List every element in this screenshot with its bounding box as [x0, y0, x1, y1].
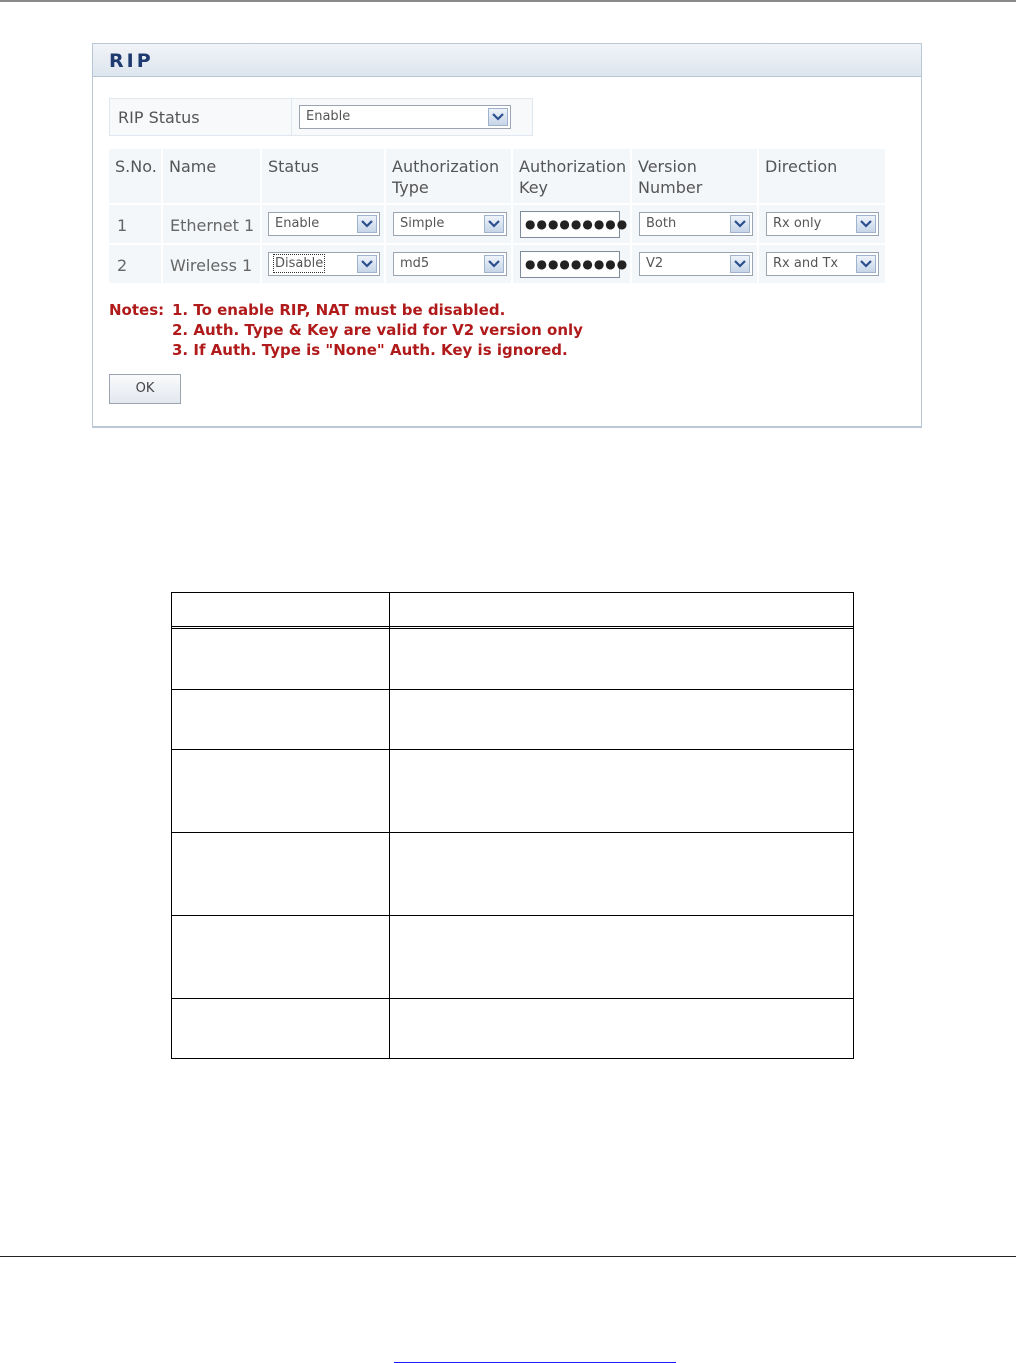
row2-sno: 2	[117, 256, 128, 275]
row2-auth-type-select[interactable]	[393, 252, 507, 276]
rip-status-label: RIP Status	[118, 108, 200, 127]
row-divider	[172, 832, 853, 833]
chevron-down-icon	[856, 215, 876, 233]
chevron-down-icon	[730, 255, 750, 273]
row1-auth-type-value: Simple	[400, 216, 445, 231]
rip-status-select[interactable]	[299, 105, 511, 129]
rip-interface-table	[109, 149, 887, 287]
rip-status-value: Enable	[306, 109, 351, 124]
header-auth-type-line2: Type	[392, 178, 429, 197]
row2-auth-type-value: md5	[400, 256, 430, 271]
chevron-down-icon	[488, 108, 508, 126]
notes-label: Notes:	[109, 301, 165, 319]
row1-status-select[interactable]	[268, 212, 380, 236]
header-auth-key	[513, 149, 632, 205]
header-name-text: Name	[169, 157, 217, 176]
row2-version-value: V2	[646, 256, 664, 271]
chevron-down-icon	[357, 215, 377, 233]
header-auth-key-line1: Authorization	[519, 157, 627, 176]
header-auth-key-line2: Key	[519, 178, 549, 197]
chevron-down-icon	[484, 255, 504, 273]
row1-auth-key-input[interactable]: ●●●●●●●●●	[520, 211, 620, 238]
description-table	[171, 592, 854, 1059]
row2-name: Wireless 1	[170, 256, 253, 275]
header-version	[632, 149, 759, 205]
footer-rule	[0, 1256, 1016, 1257]
note-2: 2. Auth. Type & Key are valid for V2 version only	[172, 321, 583, 339]
row1-direction-select[interactable]	[766, 212, 879, 236]
header-direction-text: Direction	[765, 157, 838, 176]
row2-direction-value: Rx and Tx	[773, 256, 839, 271]
rip-panel	[92, 43, 922, 428]
row1-status-value: Enable	[275, 216, 320, 231]
row2-auth-key-input[interactable]: ●●●●●●●●●	[520, 251, 620, 278]
header-status-text: Status	[268, 157, 319, 176]
header-direction	[759, 149, 887, 205]
chevron-down-icon	[730, 215, 750, 233]
row2-version-select[interactable]	[639, 252, 753, 276]
column-divider	[389, 593, 390, 1058]
header-sno-text: S.No.	[115, 157, 157, 176]
note-1: 1. To enable RIP, NAT must be disabled.	[172, 301, 506, 319]
divider	[291, 99, 292, 135]
chevron-down-icon	[357, 255, 377, 273]
ok-button[interactable]: OK	[109, 374, 181, 404]
header-auth-type	[386, 149, 513, 205]
row1-sno: 1	[117, 216, 128, 235]
row1-version-value: Both	[646, 216, 677, 231]
header-status	[262, 149, 386, 205]
row1-version-select[interactable]	[639, 212, 753, 236]
header-name	[163, 149, 262, 205]
note-3: 3. If Auth. Type is "None" Auth. Key is ignored.	[172, 341, 568, 359]
row-divider	[172, 915, 853, 916]
row-divider	[172, 689, 853, 690]
header-sno	[109, 149, 163, 205]
row-divider	[172, 749, 853, 750]
row2-status-value: Disable	[275, 256, 324, 271]
top-rule	[0, 0, 1016, 2]
row1-name: Ethernet 1	[170, 216, 255, 235]
header-version-line2: Number	[638, 178, 703, 197]
row2-direction-select[interactable]	[766, 252, 879, 276]
header-auth-type-line1: Authorization	[392, 157, 500, 176]
chevron-down-icon	[484, 215, 504, 233]
panel-header	[93, 44, 921, 77]
rip-status-row	[109, 98, 533, 136]
chevron-down-icon	[856, 255, 876, 273]
header-version-line1: Version	[638, 157, 697, 176]
panel-title: RIP	[109, 50, 154, 72]
row-divider	[172, 998, 853, 999]
row1-auth-type-select[interactable]	[393, 212, 507, 236]
row1-direction-value: Rx only	[773, 216, 822, 231]
row2-status-select[interactable]	[268, 252, 380, 276]
description-table-header	[172, 593, 853, 629]
